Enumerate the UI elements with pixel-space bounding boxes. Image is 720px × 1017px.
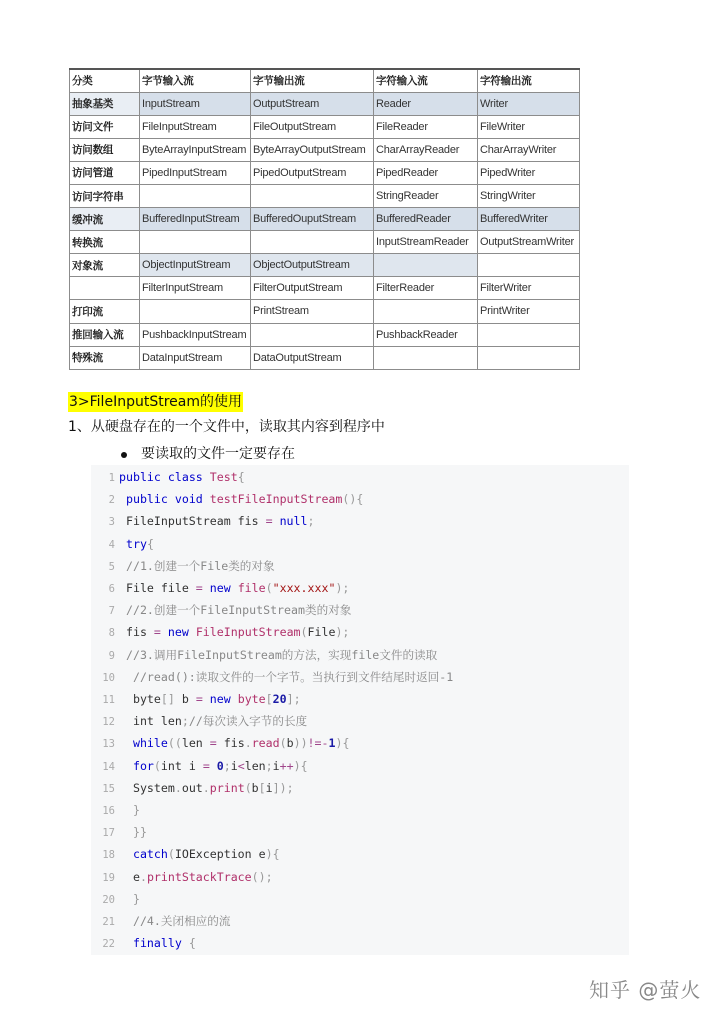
table-category-cell: 缓冲流 (70, 208, 140, 231)
table-row (70, 277, 580, 300)
code-line: 3 FileInputStream fis = null; (91, 510, 314, 532)
table-cell: BufferedOuputStream (251, 208, 374, 231)
code-line: 21 //4.关闭相应的流 (91, 910, 230, 932)
table-category-cell: 抽象基类 (70, 92, 140, 115)
line-number: 8 (108, 627, 115, 640)
table-row (70, 346, 580, 369)
code-line: 8 fis = new FileInputStream(File); (91, 621, 349, 643)
io-stream-table (69, 68, 580, 370)
line-number: 6 (108, 583, 115, 595)
table-row (70, 254, 580, 277)
table-cell (478, 346, 580, 369)
table-cell: PrintStream (251, 300, 374, 323)
table-cell: StringReader (374, 184, 478, 207)
bullet-icon (121, 452, 127, 458)
table-cell: FilterOutputStream (251, 277, 374, 300)
code-line: 17 }} (91, 821, 147, 843)
code-block (91, 465, 629, 955)
table-cell: PipedInputStream (140, 161, 251, 184)
table-cell (140, 184, 251, 207)
table-cell: ByteArrayOutputStream (251, 138, 374, 161)
table-row (70, 92, 580, 115)
table-cell: PushbackReader (374, 323, 478, 346)
line-number: 9 (108, 649, 115, 662)
table-cell: FileInputStream (140, 115, 251, 138)
code-line: 16 } (91, 799, 140, 821)
table-category-cell: 对象流 (70, 254, 140, 277)
table-row (70, 115, 580, 138)
table-cell: InputStream (140, 92, 251, 115)
line-number: 14 (102, 760, 115, 773)
line-number: 15 (102, 782, 115, 795)
line-number: 3 (108, 516, 115, 529)
table-row (70, 161, 580, 184)
table-row (70, 138, 580, 161)
line-number: 2 (108, 494, 115, 507)
table-cell: 字符输入流 (374, 69, 478, 92)
table-row (70, 323, 580, 346)
code-line: 20 } (91, 888, 140, 910)
table-category-cell: 访问管道 (70, 161, 140, 184)
table-cell: DataInputStream (140, 346, 251, 369)
table-category-cell: 访问字符串 (70, 184, 140, 207)
table-cell: PushbackInputStream (140, 323, 251, 346)
table-cell: Writer (478, 92, 580, 115)
line-number: 17 (102, 827, 115, 840)
table-cell: PipedReader (374, 161, 478, 184)
code-line: 2 public void testFileInputStream(){ (91, 488, 363, 510)
line-number: 21 (102, 916, 115, 928)
table-cell: FilterWriter (478, 277, 580, 300)
item-heading: 1、从硬盘存在的一个文件中，读取其内容到程序中 (68, 419, 385, 435)
code-line: 9 //3.调用FileInputStream的方法，实现file文件的读取 (91, 644, 437, 666)
code-line: 7 //2.创建一个FileInputStream类的对象 (91, 599, 351, 621)
code-line: 22 finally { (91, 932, 196, 954)
table-cell (374, 254, 478, 277)
watermark: 知乎 @萤火 (589, 978, 702, 1002)
table-cell: PipedOutputStream (251, 161, 374, 184)
table-category-cell (70, 277, 140, 300)
line-number: 22 (102, 938, 115, 951)
table-cell: BufferedInputStream (140, 208, 251, 231)
table-cell: OutputStream (251, 92, 374, 115)
table-cell: FilterInputStream (140, 277, 251, 300)
table-cell (140, 300, 251, 323)
table-cell (251, 323, 374, 346)
line-number: 1 (108, 472, 115, 484)
code-line: 13 while((len = fis.read(b))!=-1){ (91, 732, 349, 754)
table-cell: OutputStreamWriter (478, 231, 580, 254)
table-cell (478, 323, 580, 346)
line-number: 5 (108, 560, 115, 573)
table-cell: FileWriter (478, 115, 580, 138)
table-cell: CharArrayReader (374, 138, 478, 161)
code-line: 19 e.printStackTrace(); (91, 866, 273, 888)
code-line: 18 catch(IOException e){ (91, 843, 280, 865)
code-line: 10 //read():读取文件的一个字节。当执行到文件结尾时返回-1 (91, 666, 453, 688)
line-number: 12 (102, 716, 115, 729)
table-cell: StringWriter (478, 184, 580, 207)
table-cell (140, 231, 251, 254)
line-number: 7 (108, 605, 115, 618)
line-number: 4 (108, 538, 115, 551)
table-category-cell: 推回输入流 (70, 323, 140, 346)
code-line: 12 int len;//每次读入字节的长度 (91, 710, 307, 732)
table-category-cell: 分类 (70, 69, 140, 92)
table-cell (374, 300, 478, 323)
table-cell: ByteArrayInputStream (140, 138, 251, 161)
code-line: 1 public class Test{ (91, 466, 245, 488)
table-category-cell: 访问数组 (70, 138, 140, 161)
code-line: 15 System.out.print(b[i]); (91, 777, 294, 799)
line-number: 18 (102, 849, 115, 862)
bullet-text: 要读取的文件一定要存在 (141, 446, 295, 462)
table-cell (251, 231, 374, 254)
table-cell: InputStreamReader (374, 231, 478, 254)
table-category-cell: 打印流 (70, 300, 140, 323)
table-cell: Reader (374, 92, 478, 115)
table-header-row (70, 69, 580, 92)
table-cell: PipedWriter (478, 161, 580, 184)
table-cell: CharArrayWriter (478, 138, 580, 161)
table-cell: 字符输出流 (478, 69, 580, 92)
line-number: 13 (102, 738, 115, 751)
table-cell (478, 254, 580, 277)
table-cell: FileReader (374, 115, 478, 138)
line-number: 20 (102, 893, 115, 906)
table-cell: FilterReader (374, 277, 478, 300)
table-cell: BufferedReader (374, 208, 478, 231)
table-cell: ObjectOutputStream (251, 254, 374, 277)
table-category-cell: 转换流 (70, 231, 140, 254)
table-cell: PrintWriter (478, 300, 580, 323)
line-number: 11 (102, 694, 115, 706)
table-cell: BufferedWriter (478, 208, 580, 231)
table-cell: 字节输出流 (251, 69, 374, 92)
line-number: 16 (102, 805, 115, 817)
code-line: 4 try{ (91, 533, 154, 555)
table-row (70, 208, 580, 231)
section-heading: 3>FileInputStream的使用 (69, 394, 242, 410)
table-cell: FileOutputStream (251, 115, 374, 138)
code-line: 14 for(int i = 0;i<len;i++){ (91, 755, 308, 777)
table-cell (251, 184, 374, 207)
table-cell: 字节输入流 (140, 69, 251, 92)
line-number: 19 (102, 871, 115, 884)
table-row (70, 184, 580, 207)
line-number: 10 (102, 671, 115, 684)
table-cell: DataOutputStream (251, 346, 374, 369)
code-line: 11 byte[] b = new byte[20]; (91, 688, 301, 710)
table-cell (374, 346, 478, 369)
table-category-cell: 特殊流 (70, 346, 140, 369)
code-line: 6 File file = new file("xxx.xxx"); (91, 577, 349, 599)
table-cell: ObjectInputStream (140, 254, 251, 277)
table-row (70, 300, 580, 323)
table-row (70, 231, 580, 254)
table-category-cell: 访问文件 (70, 115, 140, 138)
code-line: 5 //1.创建一个File类的对象 (91, 555, 275, 577)
